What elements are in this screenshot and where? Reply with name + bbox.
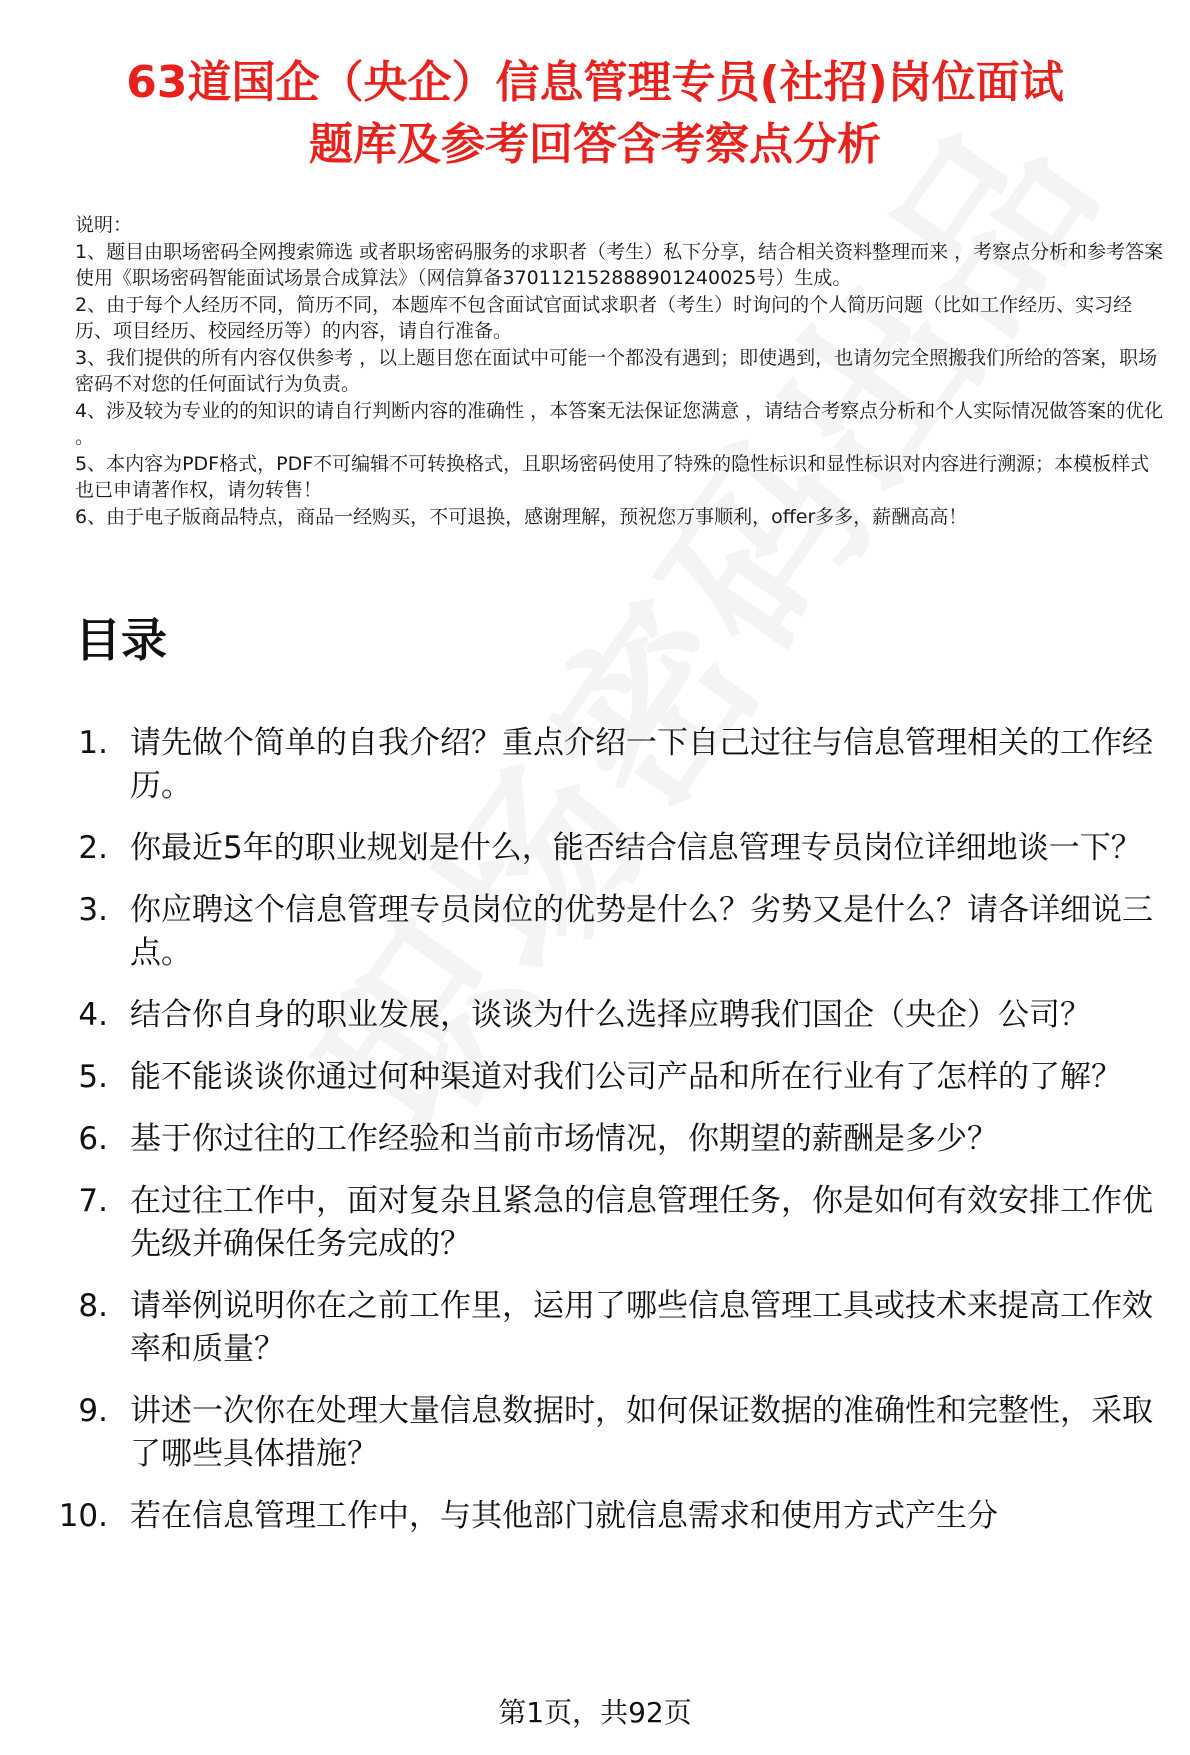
note-item-3: 3、我们提供的所有内容仅供参考 ，以上题目您在面试中可能一个都没有遇到；即使遇到，也请勿完全照搬我们所给的答案，职场密码不对您的任何面试行为负责。	[75, 346, 1158, 395]
toc-item[interactable]	[58, 827, 1168, 870]
toc-item-text: 基于你过往的工作经验和当前市场情况，你期望的薪酬是多少？	[130, 1121, 998, 1157]
toc-item[interactable]	[58, 1390, 1168, 1476]
notes-section	[75, 212, 1165, 530]
notes-label: 说明：	[75, 214, 133, 236]
toc-item-number: 4.	[78, 997, 108, 1033]
toc-item[interactable]	[58, 1495, 1168, 1538]
toc-item-text: 你应聘这个信息管理专员岗位的优势是什么？劣势又是什么？请各详细说三点。	[130, 892, 1153, 971]
table-of-contents	[58, 722, 1168, 1557]
toc-heading: 目录	[75, 613, 167, 667]
toc-item-number: 3.	[78, 892, 108, 928]
toc-item-number: 8.	[78, 1288, 108, 1324]
document-title	[40, 52, 1150, 176]
toc-item-text: 讲述一次你在处理大量信息数据时，如何保证数据的准确性和完整性，采取了哪些具体措施？	[130, 1393, 1153, 1472]
note-item-6: 6、由于电子版商品特点，商品一经购买，不可退换，感谢理解，预祝您万事顺利，offer多多，薪酬高高！	[75, 505, 968, 528]
title-line-2: 题库及参考回答含考察点分析	[309, 119, 881, 170]
title-line-1: 63道国企（央企）信息管理专员(社招)岗位面试	[126, 57, 1064, 108]
toc-item-number: 2.	[78, 830, 108, 866]
toc-item[interactable]	[58, 994, 1168, 1037]
toc-item-number: 10.	[58, 1498, 108, 1534]
toc-item[interactable]	[58, 722, 1168, 808]
note-item-4: 4、涉及较为专业的的知识的请自行判断内容的准确性 ，本答案无法保证您满意 ，请结合考察点分析和个人实际情况做答案的优化 。	[75, 399, 1164, 448]
note-item-5: 5、本内容为PDF格式，PDF不可编辑不可转换格式，且职场密码使用了特殊的隐性标识和显性标识对内容进行溯源；本模板样式也已申请著作权，请勿转售！	[75, 452, 1150, 501]
toc-item-number: 5.	[78, 1059, 108, 1095]
toc-item-text: 能不能谈谈你通过何种渠道对我们公司产品和所在行业有了怎样的了解？	[130, 1059, 1122, 1095]
page-footer: 第1页，共92页	[498, 1696, 692, 1729]
toc-item-number: 7.	[78, 1183, 108, 1219]
toc-item-text: 若在信息管理工作中，与其他部门就信息需求和使用方式产生分	[130, 1498, 998, 1534]
toc-item-text: 结合你自身的职业发展，谈谈为什么选择应聘我们国企（央企）公司？	[130, 997, 1091, 1033]
toc-item[interactable]	[58, 1118, 1168, 1161]
toc-item-text: 请举例说明你在之前工作里，运用了哪些信息管理工具或技术来提高工作效率和质量？	[130, 1288, 1153, 1367]
toc-item-number: 6.	[78, 1121, 108, 1157]
toc-item[interactable]	[58, 1180, 1168, 1266]
toc-item-number: 9.	[78, 1393, 108, 1429]
toc-item-number: 1.	[78, 725, 108, 761]
toc-item-text: 请先做个简单的自我介绍？重点介绍一下自己过往与信息管理相关的工作经历。	[130, 725, 1153, 804]
note-item-1: 1、题目由职场密码全网搜索筛选 或者职场密码服务的求职者（考生）私下分享，结合相关资料整理而来 ，考察点分析和参考答案使用《职场密码智能面试场景合成算法》（网信算备370112152888901240025号）生成。	[75, 240, 1164, 289]
toc-item[interactable]	[58, 1285, 1168, 1371]
toc-item-text: 你最近5年的职业规划是什么，能否结合信息管理专员岗位详细地谈一下？	[130, 830, 1142, 866]
toc-item[interactable]	[58, 1056, 1168, 1099]
toc-item[interactable]	[58, 889, 1168, 975]
toc-item-text: 在过往工作中，面对复杂且紧急的信息管理任务，你是如何有效安排工作优先级并确保任务完成的？	[130, 1183, 1153, 1262]
note-item-2: 2、由于每个人经历不同，简历不同，本题库不包含面试官面试求职者（考生）时询问的个人简历问题（比如工作经历、实习经历、项目经历、校园经历等）的内容，请自行准备。	[75, 293, 1133, 342]
